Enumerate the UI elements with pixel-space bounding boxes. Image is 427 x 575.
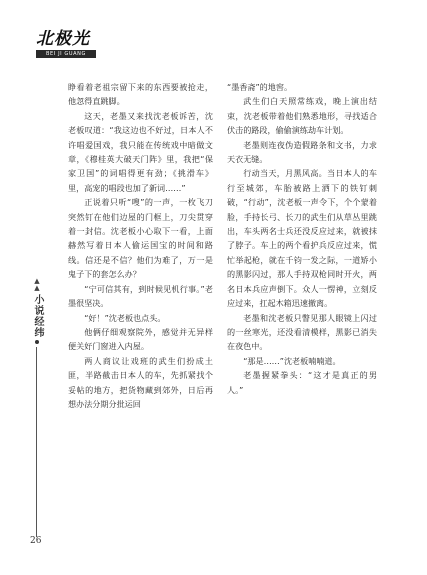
paragraph: “那是……”沈老板喃喃道。 — [243, 355, 341, 366]
paragraph: “宁可信其有，到时候见机行事。”老墨很坚决。 — [68, 283, 213, 309]
paragraph: 他俩仔细观察院外，感觉并无异样便关好门窗进入内屋。 — [68, 326, 213, 352]
logo-title: 北极光 — [36, 29, 90, 49]
paragraph: 老墨和沈老板只瞥见那人眼镜上闪过的一丝寒光，还没看清模样，黑影已消失在夜色中。 — [227, 312, 377, 352]
section-side-label — [30, 278, 44, 344]
paragraph: 睁看着老祖宗留下来的东西要被抢走，他忽得直跳脚。 — [68, 82, 213, 107]
arrow-up-icon: ▲ — [34, 284, 40, 292]
arrow-up-icon: ▲ — [34, 277, 40, 285]
page-number: 26 — [30, 536, 42, 546]
paragraph: 正说着只听“嗖”的一声，一枚飞刀突然钉在他们边屋的门框上，刀尖贯穿着一封信。沈老板小心取下一看，上面赫然写着日本人偷运国宝的时间和路线。信还是不信？他们为难了，万一是鬼子下的套怎么办？ — [68, 197, 213, 280]
paragraph: 这天，老墨又来找沈老板诉苦，沈老板叹道：“我这边也不好过，日本人不许唱爱国戏，我只能在传统戏中暗做文章，《穆桂英大破天门阵》里，我把“保家卫国”的词唱得更有劲；《挑滑车》里，高宠的唱段也加了新词……” — [68, 110, 213, 193]
paragraph: “墨香斋”的地窖。 — [227, 82, 293, 92]
left-text-column — [68, 80, 213, 411]
paragraph: 行动当天，月黑风高。当日本人的车行至城郊，车胎被路上洒下的铁钉刺破，“行动”，沈老板一声令下，个个蒙着脸，手持长弓、长刀的武生们从草丛里跳出，车头两名士兵还没反应过来，就被抹了脖子。车上的两个看护兵反应过来，慌忙举起枪，就在千钧一发之际，一道矫小的黑影闪过，那人手持双枪同时开火，两名日本兵应声倒下。众人一愣神，立刻反应过来，扛起木箱迅速撤离。 — [227, 168, 377, 309]
logo-subtitle: BEI JI GUANG — [36, 50, 96, 58]
paragraph: “好！”沈老板也点头。 — [84, 312, 166, 323]
section-name: 小说经纬 — [32, 294, 43, 338]
paragraph: 老墨则连夜伪造假路条和文书，力求天衣无缝。 — [227, 139, 377, 165]
bullet-dot-icon — [35, 340, 39, 344]
paragraph: 武生们白天照常练戏，晚上演出结束，沈老板带着他们熟悉地形，寻找适合伏击的路段，偷偷演练劫车计划。 — [227, 96, 377, 136]
right-text-column — [227, 80, 377, 397]
side-divider-line — [36, 347, 37, 537]
magazine-logo — [36, 30, 106, 58]
paragraph: 两人商议让戏班的武生们扮成土匪，半路截击日本人的车，先抓紧找个妥帖的地方，把货物藏到郊外，日后再想办法分期分批运回 — [68, 355, 213, 409]
paragraph: 老墨握紧拳头：“这才是真正的男人。” — [227, 370, 377, 395]
